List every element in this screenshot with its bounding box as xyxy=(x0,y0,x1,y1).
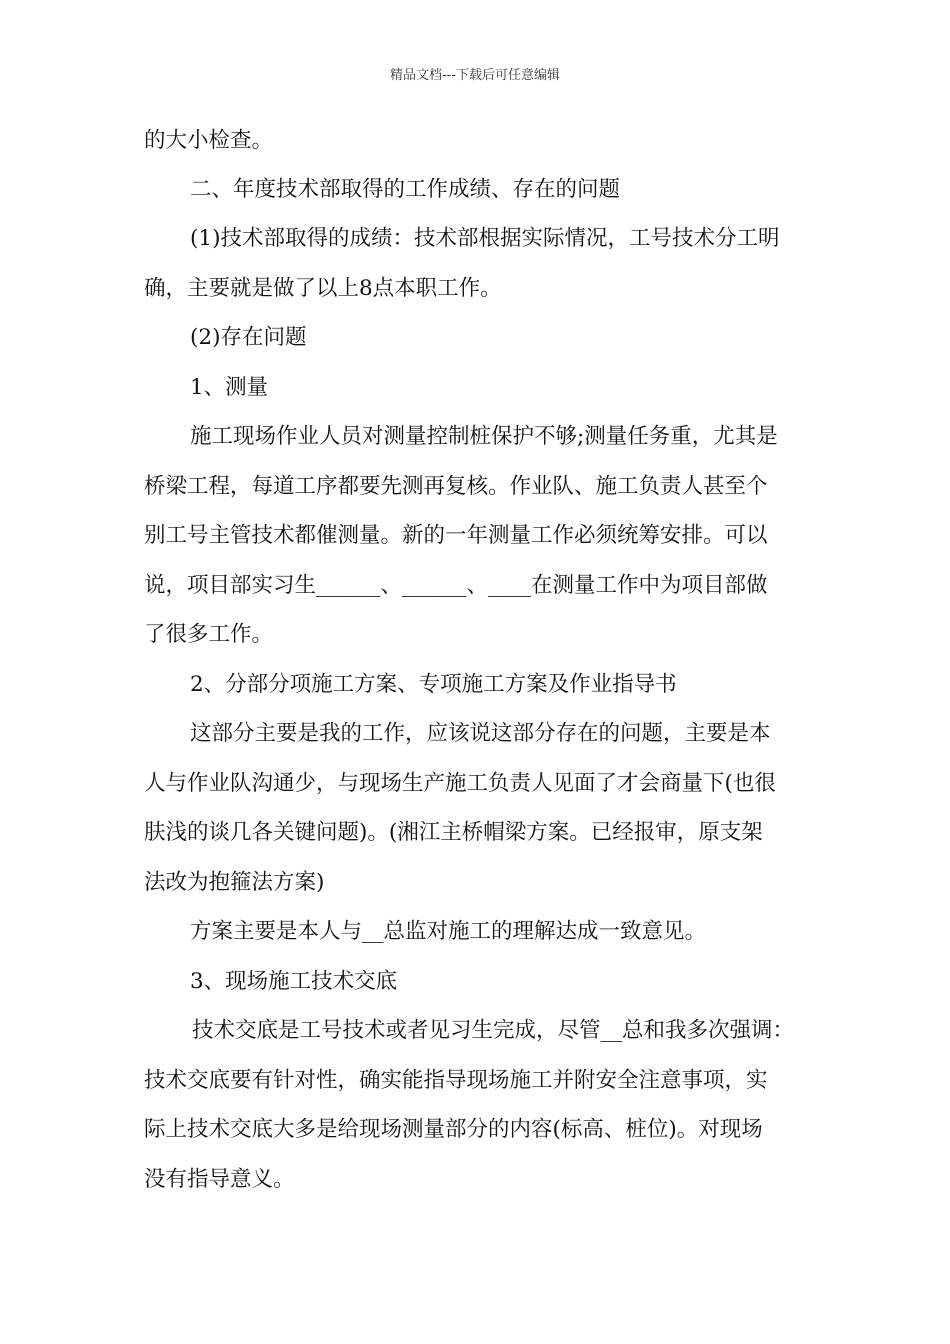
text-line: 没有指导意义。 xyxy=(144,1167,295,1192)
page-header: 精品文档---下载后可任意编辑 xyxy=(389,68,561,83)
text-line: 法改为抱箍法方案) xyxy=(144,870,325,895)
text-line: 人与作业队沟通少，与现场生产施工负责人见面了才会商量下(也很 xyxy=(144,771,776,796)
text-line: 这部分主要是我的工作，应该说这部分存在的问题，主要是本 xyxy=(190,721,771,746)
subsection-heading: 3、现场施工技术交底 xyxy=(190,969,398,994)
text-line: 别工号主管技术都催测量。新的一年测量工作必须统筹安排。可以 xyxy=(144,523,768,548)
text-line: 技术交底是工号技术或者见习生完成，尽管__总和我多次强调： xyxy=(192,1018,795,1043)
text-line: 际上技术交底大多是给现场测量部分的内容(标高、桩位)。对现场 xyxy=(144,1117,763,1142)
section-heading: 二、年度技术部取得的工作成绩、存在的问题 xyxy=(190,177,621,202)
text-line: 肤浅的谈几各关键问题)。(湘江主桥帽梁方案。已经报审，原支架 xyxy=(144,820,763,845)
text-line: 方案主要是本人与__总监对施工的理解达成一致意见。 xyxy=(190,919,707,944)
text-line: 技术交底要有针对性，确实能指导现场施工并附安全注意事项，实 xyxy=(144,1068,768,1093)
text-line: 确，主要就是做了以上8点本职工作。 xyxy=(144,276,502,301)
text-line: 桥梁工程，每道工序都要先测再复核。作业队、施工负责人甚至个 xyxy=(144,474,768,499)
subsection-heading: (2)存在问题 xyxy=(190,325,307,350)
text-line: 说，项目部实习生______、______、____在测量工作中为项目部做 xyxy=(144,573,768,598)
text-line: 施工现场作业人员对测量控制桩保护不够;测量任务重，尤其是 xyxy=(190,424,778,449)
text-line: 的大小检查。 xyxy=(144,128,274,153)
subsection-heading: 1、测量 xyxy=(190,375,269,400)
text-line: 了很多工作。 xyxy=(144,622,274,647)
subsection-heading: 2、分部分项施工方案、专项施工方案及作业指导书 xyxy=(190,672,677,697)
text-line: (1)技术部取得的成绩：技术部根据实际情况，工号技术分工明 xyxy=(190,226,780,251)
